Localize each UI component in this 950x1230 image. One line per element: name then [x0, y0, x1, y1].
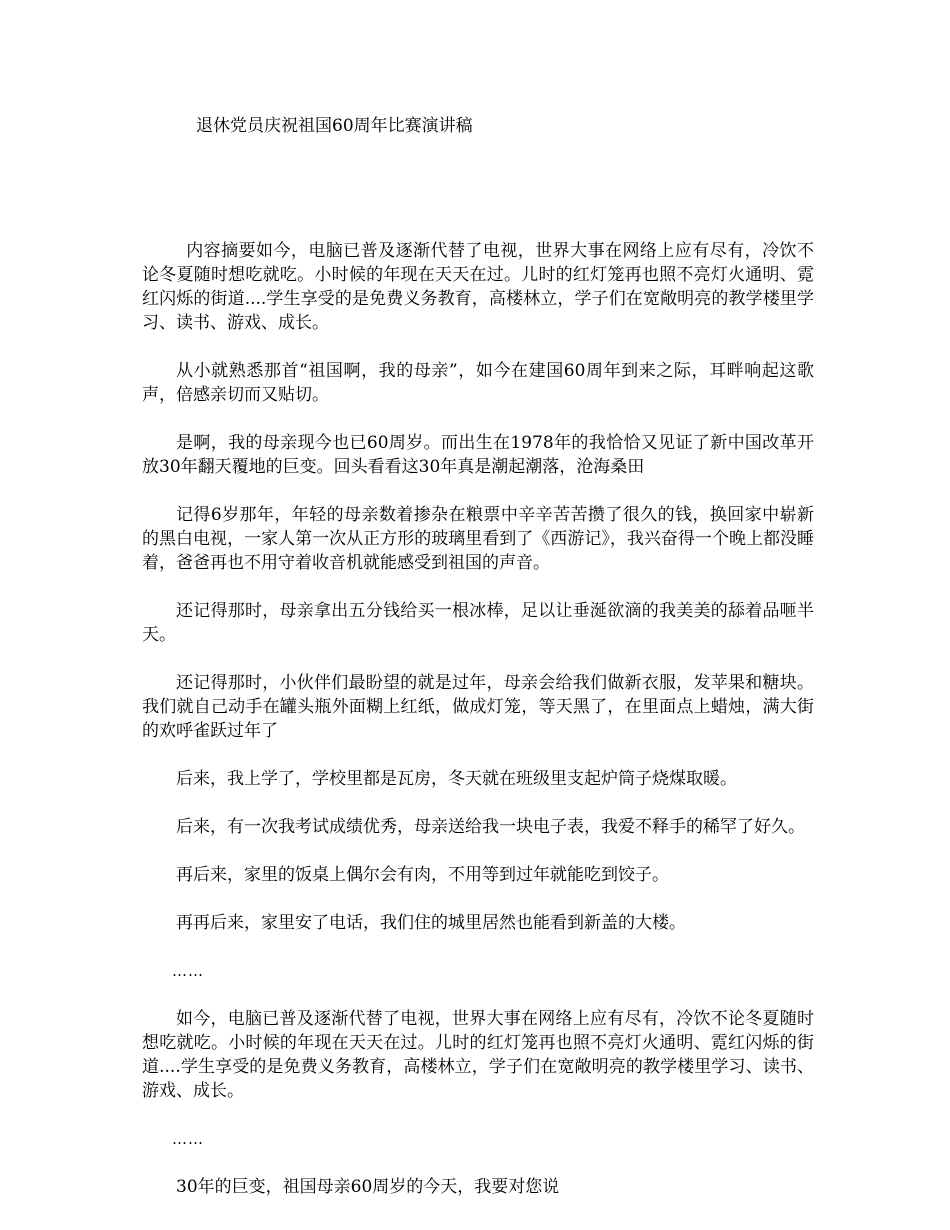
paragraph: 再再后来，家里安了电话，我们住的城里居然也能看到新盖的大楼。	[176, 913, 686, 933]
paragraph: 后来，我上学了，学校里都是瓦房，冬天就在班级里支起炉筒子烧煤取暖。	[176, 769, 737, 789]
paragraph-summary: 内容摘要如今，电脑已普及逐渐代替了电视，世界大事在网络上应有尽有，冷饮不论冬夏随时想吃就吃。小时候的年现在天天在过。儿时的红灯笼再也照不亮灯火通明、霓红闪烁的街道....学生享受的是免费义务教育，高楼林立，学子们在宽敞明亮的教学楼里学习、读书、游戏、成长。	[142, 241, 814, 333]
paragraph: 从小就熟悉那首“祖国啊，我的母亲”，如今在建国60周年到来之际，耳畔响起这歌声，倍感亲切而又贴切。	[142, 361, 814, 405]
paragraph: 记得6岁那年，年轻的母亲数着掺杂在粮票中辛辛苦苦攒了很久的钱，换回家中崭新的黑白电视，一家人第一次从正方形的玻璃里看到了《西游记》，我兴奋得一个晚上都没睡着，爸爸再也不用守着收音机就能感受到祖国的声音。	[142, 505, 814, 573]
document-title: 退休党员庆祝祖国60周年比赛演讲稿	[196, 116, 473, 136]
ellipsis: ……	[172, 1130, 204, 1148]
paragraph: 如今，电脑已普及逐渐代替了电视，世界大事在网络上应有尽有，冷饮不论冬夏随时想吃就吃。小时候的年现在天天在过。儿时的红灯笼再也照不亮灯火通明、霓红闪烁的街道....学生享受的是免费义务教育，高楼林立，学子们在宽敞明亮的教学楼里学习、读书、游戏、成长。	[142, 1009, 814, 1101]
paragraph: 后来，有一次我考试成绩优秀，母亲送给我一块电子表，我爱不释手的稀罕了好久。	[176, 817, 805, 837]
ellipsis: ……	[172, 962, 204, 980]
paragraph: 还记得那时，母亲拿出五分钱给买一根冰棒，足以让垂涎欲滴的我美美的舔着品咂半天。	[142, 601, 814, 645]
paragraph: 是啊，我的母亲现今也已60周岁。而出生在1978年的我恰恰又见证了新中国改革开放30年翻天覆地的巨变。回头看看这30年真是潮起潮落，沧海桑田	[142, 433, 814, 477]
paragraph-closing: 30年的巨变，祖国母亲60周岁的今天，我要对您说	[176, 1177, 560, 1197]
document-body	[142, 239, 814, 1223]
paragraph: 再后来，家里的饭桌上偶尔会有肉，不用等到过年就能吃到饺子。	[176, 865, 669, 885]
paragraph: 还记得那时，小伙伴们最盼望的就是过年，母亲会给我们做新衣服，发苹果和糖块。我们就自己动手在罐头瓶外面糊上红纸，做成灯笼，等天黑了，在里面点上蜡烛，满大街的欢呼雀跃过年了	[142, 673, 814, 741]
